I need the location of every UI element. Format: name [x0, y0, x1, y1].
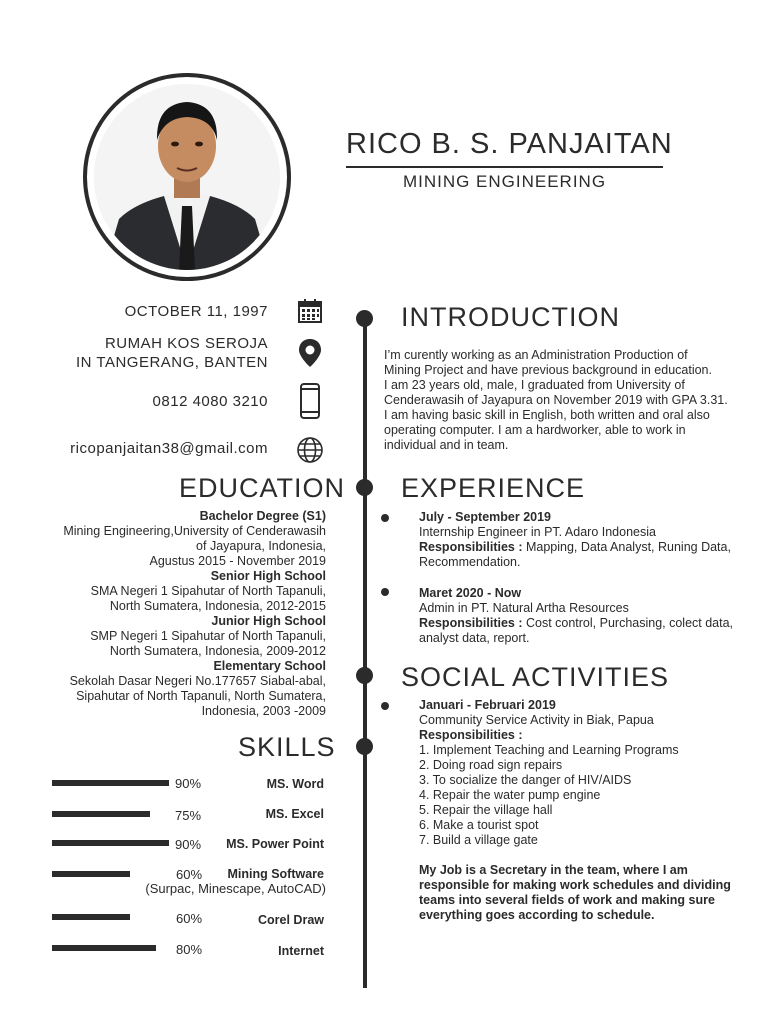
responsibilities-text: Mapping, Data Analyst, Runing Data, — [522, 540, 731, 554]
address-line-1: RUMAH KOS SEROJA — [104, 335, 268, 352]
list-item: 3. To socialize the danger of HIV/AIDS — [419, 773, 632, 787]
profile-photo — [94, 84, 280, 270]
intro-line: Cenderawasih of Jayapura on November 2019 with GPA 3.31. — [384, 393, 728, 407]
education-line: North Sumatera, Indonesia, 2012-2015 — [109, 599, 326, 613]
skill-bar — [52, 811, 150, 817]
education-line: Agustus 2015 - November 2019 — [149, 554, 326, 568]
social-period: Januari - Februari 2019 — [419, 698, 556, 712]
social-summary-line: teams into several fields of work and making sure — [419, 893, 715, 907]
experience-entry-1 — [419, 510, 731, 570]
education-list — [63, 509, 326, 719]
calendar-icon — [296, 297, 324, 325]
candidate-name: RICO B. S. PANJAITAN — [346, 128, 673, 160]
education-line: Mining Engineering,University of Cenderawasih — [63, 524, 326, 538]
education-degree: Junior High School — [211, 614, 326, 628]
education-line: SMP Negeri 1 Sipahutar of North Tapanuli, — [90, 629, 326, 643]
skill-name: MS. Power Point — [226, 837, 324, 851]
social-activities-heading: SOCIAL ACTIVITIES — [401, 662, 670, 692]
social-activities-entry — [419, 698, 731, 923]
skill-bar — [52, 780, 169, 786]
avatar — [94, 84, 280, 270]
skill-percent: 90% — [175, 837, 202, 852]
introduction-text — [384, 348, 728, 453]
phone-number: 0812 4080 3210 — [152, 393, 268, 410]
experience-responsibilities — [419, 540, 731, 555]
responsibilities-text: Cost control, Purchasing, colect data, — [522, 616, 734, 630]
responsibilities-text: Recommendation. — [419, 555, 521, 569]
introduction-heading: INTRODUCTION — [401, 302, 620, 332]
experience-period: Maret 2020 - Now — [419, 586, 522, 600]
experience-bullet — [381, 514, 389, 522]
intro-line: I am 23 years old, male, I graduated from University of — [384, 378, 685, 392]
timeline-dot-social — [356, 667, 373, 684]
experience-role: Internship Engineer in PT. Adaro Indonesia — [419, 525, 656, 539]
experience-role: Admin in PT. Natural Artha Resources — [419, 601, 629, 615]
list-item: 4. Repair the water pump engine — [419, 788, 601, 802]
list-item: 5. Repair the village hall — [419, 803, 553, 817]
name-divider — [346, 166, 663, 168]
address-line-2: IN TANGERANG, BANTEN — [76, 354, 268, 371]
responsibilities-label: Responsibilities : — [419, 616, 523, 630]
social-summary-line: My Job is a Secretary in the team, where I am — [419, 863, 688, 877]
timeline-dot-skills — [356, 738, 373, 755]
list-item: 1. Implement Teaching and Learning Programs — [419, 743, 679, 757]
globe-icon — [296, 436, 324, 464]
intro-line: I’m curently working as an Administration Production of — [384, 348, 688, 362]
skill-percent: 60% — [176, 911, 203, 926]
skill-percent: 90% — [175, 776, 202, 791]
education-line: Indonesia, 2003 -2009 — [201, 704, 326, 718]
skills-heading: SKILLS — [238, 732, 336, 762]
responsibilities-label: Responsibilities : — [419, 728, 523, 742]
experience-responsibilities — [419, 616, 733, 631]
timeline-dot-introduction — [356, 310, 373, 327]
birthdate: OCTOBER 11, 1997 — [124, 303, 268, 320]
intro-line: I am having basic skill in English, both written and oral also — [384, 408, 710, 422]
intro-line: operating computer. I am a hardworker, able to work in — [384, 423, 686, 437]
experience-heading: EXPERIENCE — [401, 473, 586, 503]
education-line: North Sumatera, Indonesia, 2009-2012 — [109, 644, 326, 658]
education-line: Sekolah Dasar Negeri No.177657 Siabal-abal, — [69, 674, 326, 688]
list-item: 7. Build a village gate — [419, 833, 538, 847]
experience-bullet — [381, 588, 389, 596]
candidate-title: MINING ENGINEERING — [402, 172, 607, 191]
skill-name: Mining Software — [227, 867, 324, 881]
location-pin-icon — [296, 338, 324, 366]
responsibilities-label: Responsibilities : — [419, 540, 523, 554]
list-item: 6. Make a tourist spot — [419, 818, 539, 832]
education-heading: EDUCATION — [179, 473, 346, 503]
education-degree: Bachelor Degree (S1) — [199, 509, 326, 523]
skill-bar — [52, 871, 130, 877]
skill-bar — [52, 914, 130, 920]
intro-line: Mining Project and have previous background in education. — [384, 363, 712, 377]
skill-name: Corel Draw — [258, 913, 324, 927]
education-line: Sipahutar of North Tapanuli, North Sumatera, — [76, 689, 326, 703]
education-line: of Jayapura, Indonesia, — [196, 539, 326, 553]
skill-percent: 80% — [176, 942, 203, 957]
social-summary-line: everything goes according to schedule. — [419, 908, 655, 922]
timeline-line — [363, 318, 367, 988]
skill-note: (Surpac, Minescape, AutoCAD) — [145, 881, 326, 896]
skill-bar — [52, 945, 156, 951]
education-degree: Senior High School — [210, 569, 326, 583]
education-degree: Elementary School — [213, 659, 326, 673]
social-summary-line: responsible for making work schedules and dividing — [419, 878, 731, 892]
intro-line: individual and in team. — [384, 438, 509, 452]
list-item: 2. Doing road sign repairs — [419, 758, 563, 772]
skill-name: Internet — [278, 944, 324, 958]
skill-bar — [52, 840, 169, 846]
education-line: SMA Negeri 1 Sipahutar of North Tapanuli, — [90, 584, 326, 598]
skill-percent: 75% — [175, 808, 202, 823]
skill-name: MS. Excel — [265, 807, 324, 821]
responsibilities-text: analyst data, report. — [419, 631, 530, 645]
experience-period: July - September 2019 — [419, 510, 552, 524]
phone-icon — [299, 383, 321, 419]
experience-entry-2 — [419, 586, 733, 646]
social-activity: Community Service Activity in Biak, Papua — [419, 713, 654, 727]
skill-percent: 60% — [176, 867, 203, 882]
skill-name: MS. Word — [266, 777, 324, 791]
social-bullet — [381, 702, 389, 710]
email-address[interactable]: ricopanjaitan38@gmail.com — [70, 440, 268, 457]
timeline-dot-experience — [356, 479, 373, 496]
